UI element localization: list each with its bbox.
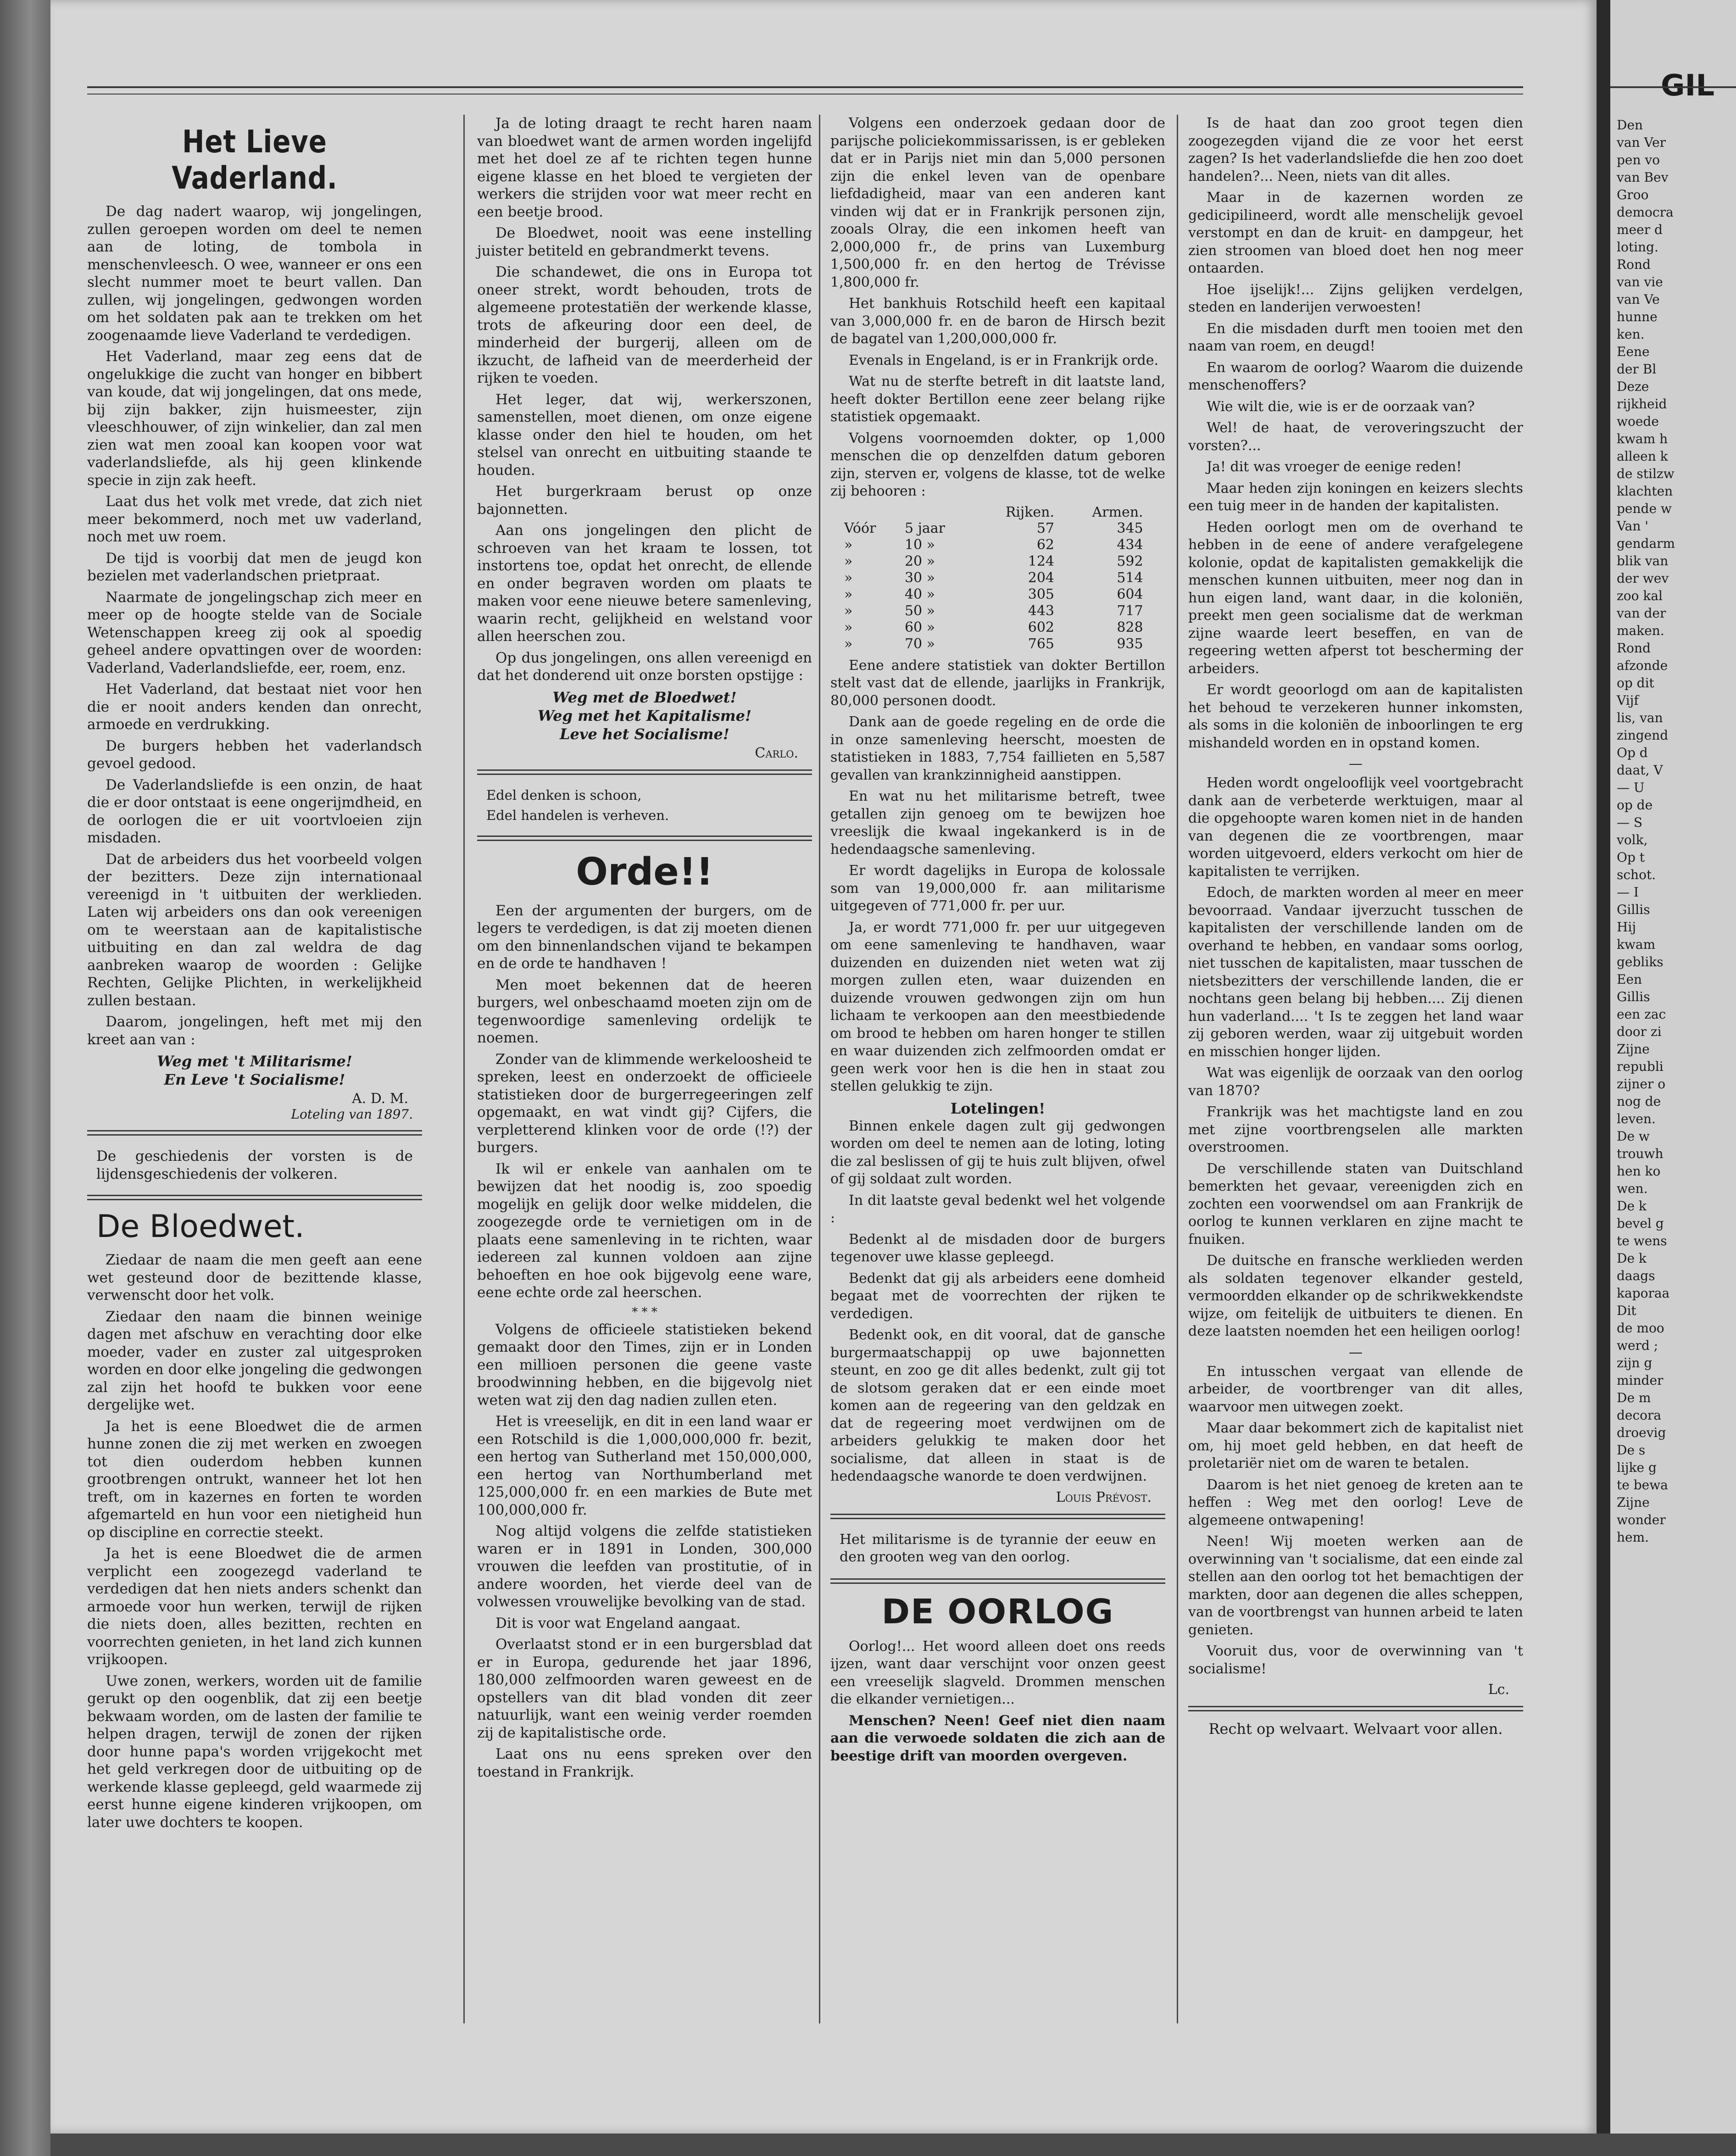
adjacent-page-line: van Ver: [1617, 135, 1666, 150]
adjacent-page-line: Op d: [1617, 745, 1648, 760]
table-cell: 62: [1036, 536, 1054, 553]
paragraph: Overlaatst stond er in een burgersblad dat er in Europa, gedurende het jaar 1896, 180,000 zelfmoorden waren geweest en de opstellers van dit blad vonden dit zeer natuurlijk, want een weinig verder roemden zij de kapitalistische orde.: [477, 1636, 812, 1741]
adjacent-page-line: Zijne: [1617, 1495, 1650, 1510]
adjacent-page-line: — S: [1617, 815, 1643, 830]
adjacent-page-line: nog de: [1617, 1094, 1661, 1109]
adjacent-page-line: — I: [1617, 885, 1639, 900]
paragraph: Daarom, jongelingen, heft met mij den kreet aan van :: [87, 1014, 422, 1048]
adjacent-page-line: Rond: [1617, 641, 1651, 656]
adjacent-page-line: der wev: [1617, 571, 1669, 586]
article-title: De Bloedwet.: [96, 1209, 305, 1245]
paragraph: Edoch, de markten worden al meer en meer bevoorraad. Vandaar ijverzucht tusschen de kapitalisten der verschillende landen om de overhand te hebben, en vandaar soms oorlog, niet tusschen de kapitalisten, maar tusschen de nietsbezitters der verschillende landen, die er nochtans geen belang bij hebben.... Zij dienen hun vaderland.... 't Is te zeggen het land waar zij geboren werden, waar zij uitgebuit worden en misschien honger lijden.: [1188, 885, 1523, 1060]
paragraph: De Bloedwet, nooit was eene instelling juister betiteld en gebrandmerkt tevens.: [477, 225, 812, 259]
table-cell: 602: [1028, 619, 1054, 635]
table-cell: »: [844, 553, 853, 569]
slogan: Leve het Socialisme!: [560, 725, 729, 743]
paragraph: Is de haat dan zoo groot tegen dien zoogezegden vijand die ze voor het eerst zagen? Is het vaderlandsliefde die hen zoo doet handelen?... Neen, niets van dit alles.: [1188, 115, 1523, 184]
adjacent-page-line: decora: [1617, 1408, 1662, 1423]
table-row: [840, 570, 1148, 586]
paragraph: Dat de arbeiders dus het voorbeeld volgen der bezitters. Deze zijn internationaal vereenigd in 't uitbuiten der werklieden. Laten wij arbeiders ons dan ook vereenigen om te weerstaan aan de kapitalistische uitbuiting en dan zal weldra de dag aanbreken waarop de woorden : Gelijke Rechten, Gelijke Plichten, in werkelijkheid zullen bestaan.: [87, 851, 422, 1009]
adjacent-page-line: woede: [1617, 414, 1659, 429]
adjacent-page-line: op dit: [1617, 675, 1654, 691]
paragraph: Ja het is eene Bloedwet die de armen verplicht een zoogezegd vaderland te verdedigen dat hen niets anders schenkt dan armoede voor hun werken, terwijl de rijken die niets doen, alles bezitten, rechten en voorrechten genieten, in het land zich kunnen vrijkoopen.: [87, 1545, 422, 1668]
table-header: Armen.: [1092, 504, 1143, 520]
column-4: [1188, 115, 1523, 1738]
table-cell: 345: [1117, 520, 1143, 536]
slogan: Weg met de Bloedwet!: [552, 688, 737, 706]
paragraph: Bedenkt al de misdaden door de burgers tegenover uwe klasse gepleegd.: [830, 1231, 1165, 1265]
column-2: [477, 115, 812, 1784]
adjacent-page-line: Rond: [1617, 257, 1651, 272]
paragraph: Een der argumenten der burgers, om de legers te verdedigen, is dat zij moeten dienen om den binnenlandschen vijand te bekampen en de orde te handhaven !: [477, 902, 812, 972]
adjacent-page-line: meer d: [1617, 222, 1663, 237]
separator: [87, 1130, 422, 1136]
paragraph: Ja het is eene Bloedwet die de armen hunne zonen die zij met werken en zwoegen tot dien ouderdom hebben kunnen grootbrengen ontrukt, wanneer het lot hen treft, om in kazernes en forten te worden afgemarteld en hun voor een nietigheid hun op discipline en correctie steekt.: [87, 1418, 422, 1541]
adjacent-page-line: werd ;: [1617, 1338, 1658, 1353]
page-gutter: [1597, 0, 1610, 2156]
paragraph: De duitsche en fransche werklieden werden als soldaten tegenover elkander gesteld, vermoordden elkander op de schrikwekkendste wijze, om feitelijk de uitbuiters te dienen. En deze laatsten noemden het een heiligen oorlog!: [1188, 1253, 1523, 1339]
table-cell: 717: [1117, 602, 1143, 619]
paragraph: Ja de loting draagt te recht haren naam van bloedwet want de armen worden ingelijfd met het doel ze af te richten tegen hunne eigene klasse en het bloed te vergieten der werkers die strijden voor wat meer recht en een beetje brood.: [477, 115, 812, 220]
adjacent-page-line: afzonde: [1617, 658, 1668, 673]
paragraph: Uwe zonen, werkers, worden uit de familie gerukt op den oogenblik, dat zij een beetje bekwaam worden, om de lasten der familie te helpen dragen, terwijl de zonen der rijken door hunne papa's worden vrijgekocht met het geld verkregen door de uitbuiting op de werkende klasse gepleegd, geld waarmede zij eerst hunne eigene kinderen vrijkoopen, om later uwe dochters te koopen.: [87, 1672, 422, 1831]
signature: Carlo.: [755, 745, 798, 761]
adjacent-page-line: ken.: [1617, 327, 1645, 342]
table-cell: 434: [1117, 536, 1143, 553]
adjacent-page-line: gendarm: [1617, 536, 1675, 551]
article-title: Orde!!: [576, 850, 713, 894]
table-row: [840, 520, 1148, 537]
paragraph: Vooruit dus, voor de overwinning van 't socialisme!: [1188, 1643, 1523, 1677]
table-row: [840, 586, 1148, 603]
adjacent-page-line: zijner o: [1617, 1076, 1666, 1092]
adjacent-page-line: republi: [1617, 1059, 1664, 1074]
adjacent-page: [1610, 0, 1736, 2134]
footer-motto: Recht op welvaart. Welvaart voor allen.: [1208, 1720, 1503, 1738]
paragraph: Aan ons jongelingen den plicht de schroeven van het kraam te lossen, tot instortens toe, opdat het onrecht, de ellende en onder begraven worden om plaats te maken voor eene nieuwe betere samenleving, waarin recht, gelijkheid en welstand voor allen heerschen zou.: [477, 522, 812, 645]
table-cell: 828: [1117, 619, 1143, 635]
table-header: [900, 504, 974, 520]
asterism-divider: * * *: [632, 1305, 657, 1319]
table-cell: 443: [1028, 602, 1054, 619]
column-rule: [1177, 115, 1178, 2023]
adjacent-page-line: leven.: [1617, 1111, 1656, 1126]
paragraph: En intusschen vergaat van ellende de arbeider, de voortbrenger van dit alles, waarvoor men uitwegen zoekt.: [1188, 1363, 1523, 1415]
paragraph: Men moet bekennen dat de heeren burgers, wel onbeschaamd moeten zijn om de tegenwoordige samenleving ordelijk te noemen.: [477, 976, 812, 1046]
table-cell: 124: [1028, 553, 1054, 569]
paragraph: Daarom is het niet genoeg de kreten aan te heffen : Weg met den oorlog! Leve de algemeene ontwapening!: [1188, 1476, 1523, 1528]
table-row: [840, 553, 1148, 570]
adjacent-page-text: [1610, 117, 1736, 1546]
paragraph: Menschen? Neen! Geef niet dien naam aan die verwoede soldaten die zich aan de beestige drift van moorden overgeven.: [830, 1712, 1165, 1764]
table-cell: »: [844, 569, 853, 586]
adjacent-page-line: Op t: [1617, 850, 1645, 865]
table-cell: 204: [1028, 569, 1054, 586]
short-divider: —: [1349, 1344, 1363, 1360]
table-header-row: [840, 504, 1148, 520]
column-3: [830, 115, 1165, 1769]
table-cell: 57: [1036, 520, 1054, 536]
paragraph: Neen! Wij moeten werken aan de overwinning van 't socialisme, dat een einde zal stellen aan den oorlog tot het bemachtigen der markten, door aan degenen die alles scheppen, van de voortbrengst van hunnen arbeid te laten genieten.: [1188, 1533, 1523, 1638]
separator: [477, 836, 812, 841]
adjacent-page-line: van Bev: [1617, 170, 1669, 185]
table-row: [840, 603, 1148, 619]
adjacent-page-line: kwam: [1617, 937, 1656, 952]
adjacent-page-line: te bewa: [1617, 1477, 1668, 1493]
article-title: Het Lieve Vaderland.: [172, 124, 338, 196]
table-row: [840, 636, 1148, 652]
separator: [830, 1578, 1165, 1584]
adjacent-page-line: Eene: [1617, 344, 1650, 359]
paragraph: Heden oorlogt men om de overhand te hebben in de eene of andere verafgelegene kolonie, opdat de kapitalisten gemakkelijk die menschen kunnen uitbuiten, meer nog dan in hun eigen land, want daar, in die koloniën, preekt men geen socialisme dat de werkman zijne waarde leert beseffen, en van de regeering wetten afperst tot bescherming der arbeiders.: [1188, 519, 1523, 677]
table-header: Rijken.: [1005, 504, 1054, 520]
paragraph: Ja! dit was vroeger de eenige reden!: [1207, 459, 1462, 475]
signature-subtitle: Loteling van 1897.: [291, 1107, 413, 1122]
adjacent-page-line: van der: [1617, 606, 1666, 621]
adjacent-page-line: Gillis: [1617, 989, 1650, 1004]
adjacent-page-line: hunne: [1617, 309, 1658, 324]
paragraph: Het Vaderland, maar zeg eens dat de ongelukkige die zucht van honger en bibbert van koude, dat wij jongelingen, dat ons mede, bij zijn bakker, zijn huismeester, zijn vleeschhouwer, of zijn winkelier, dan zal men zien wat men zooal kan koopen voor wat vaderlandsliefde, als hij geen klinkende specie in zijn zak heeft.: [87, 348, 422, 489]
paragraph: Wel! de haat, de veroveringszucht der vorsten?...: [1188, 420, 1523, 454]
signature: A. D. M.: [351, 1091, 408, 1107]
table-cell: 765: [1028, 635, 1054, 652]
paragraph: Volgens een onderzoek gedaan door de parijsche policiekommissarissen, is er gebleken dat er in Parijs niet min dan 5,000 personen zijn die enkel leven van de openbare liefdadigheid, maar van een anderen kant vinden wij dat er in Frankrijk personen zijn, zooals Olray, die een inkomen heeft van 2,000,000 fr., de prins van Luxemburg 1,500,000 fr. en den hertog de Trévisse 1,800,000 fr.: [830, 115, 1165, 290]
quote: Het militarisme is de tyrannie der eeuw en den grooten weg van den oorlog.: [840, 1531, 1156, 1565]
paragraph: Naarmate de jongelingschap zich meer en meer op de hoogte stelde van de Sociale Wetenschappen kreeg zij ook al spoedig geheel andere opvattingen over de woorden: Vaderland, Vaderlandsliefde, eer, roem, enz.: [87, 589, 422, 676]
adjacent-page-line: alleen k: [1617, 449, 1668, 464]
adjacent-page-line: pen vo: [1617, 152, 1660, 167]
paragraph: Volgens voornoemden dokter, op 1,000 menschen die op denzelfden datum geboren zijn, sterven er, volgens de klasse, tot de welke zij behooren :: [830, 430, 1165, 499]
paragraph: Er wordt dagelijks in Europa de kolossale som van 19,000,000 fr. aan militarisme uitgegeven of 771,000 fr. per uur.: [830, 863, 1165, 914]
table-cell: 30 »: [904, 569, 935, 586]
paragraph: Bedenkt dat gij als arbeiders eene domheid begaat met de voorrechten der rijken te verdedigen.: [830, 1270, 1165, 1322]
slogan: Weg met 't Militarisme!: [157, 1053, 352, 1070]
adjacent-page-line: schot.: [1617, 867, 1656, 882]
adjacent-page-line: hem.: [1617, 1530, 1649, 1545]
paragraph: Wat nu de sterfte betreft in dit laatste land, heeft dokter Bertillon eene zeer belang rijke statistiek opgemaakt.: [830, 373, 1165, 425]
subheading: Lotelingen!: [950, 1099, 1046, 1117]
adjacent-page-line: Deze: [1617, 379, 1649, 394]
adjacent-page-line: Gillis: [1617, 902, 1650, 917]
adjacent-page-line: lis, van: [1617, 710, 1663, 725]
adjacent-page-line: Dit: [1617, 1303, 1636, 1318]
adjacent-page-heading: GIL: [1661, 69, 1715, 103]
paragraph: Nog altijd volgens die zelfde statistieken waren er in 1891 in Londen, 300,000 vrouwen die leefden van prostitutie, of in andere woorden, het vierde deel van de volwessen vrouwelijke bevolking van de stad.: [477, 1523, 812, 1610]
paragraph: Oorlog!... Het woord alleen doet ons reeds ijzen, want daar verschijnt voor onzen geest een vreeselijk slagveld. Drommen menschen die elkander vernietigen...: [830, 1638, 1165, 1707]
adjacent-page-line: hen ko: [1617, 1164, 1661, 1179]
adjacent-page-line: Hij: [1617, 919, 1636, 935]
table-cell: »: [844, 619, 853, 635]
paragraph: Het Vaderland, dat bestaat niet voor hen die er nooit anders kenden dan onrecht, armoede en verdrukking.: [87, 681, 422, 733]
adjacent-page-line: bevel g: [1617, 1216, 1664, 1231]
signature: Lc.: [1488, 1682, 1509, 1698]
article-title: DE OORLOG: [881, 1592, 1114, 1632]
separator: [87, 1195, 422, 1200]
adjacent-page-line: gebliks: [1617, 954, 1664, 969]
paragraph: Binnen enkele dagen zult gij gedwongen worden om deel te nemen aan de loting, loting die zal beslissen of gij te huis zult blijven, ofwel of gij soldaat zult worden.: [830, 1118, 1165, 1187]
paragraph: Het burgerkraam berust op onze bajonnetten.: [477, 483, 812, 518]
paragraph: En waarom de oorlog? Waarom die duizende menschenoffers?: [1188, 359, 1523, 393]
paragraph: Eene andere statistiek van dokter Bertillon stelt vast dat de ellende, jaarlijks in Frankrijk, 80,000 personen doodt.: [830, 657, 1165, 709]
paragraph: En die misdaden durft men tooien met den naam van roem, en deugd!: [1188, 320, 1523, 354]
adjacent-page-line: op de: [1617, 797, 1653, 813]
slogan: Weg met het Kapitalisme!: [537, 707, 752, 724]
separator: [1188, 1706, 1523, 1711]
slogan: En Leve 't Socialisme!: [164, 1071, 345, 1088]
table-cell: »: [844, 602, 853, 619]
adjacent-page-line: Zijne: [1617, 1042, 1650, 1057]
table-cell: 604: [1117, 586, 1143, 602]
table-cell: 70 »: [904, 635, 935, 652]
paragraph: De tijd is voorbij dat men de jeugd kon bezielen met vaderlandschen prietpraat.: [87, 550, 422, 584]
paragraph: En wat nu het militarisme betreft, twee getallen zijn genoeg om te bewijzen hoe vreeslijk die kwaal ingekankerd is in de hedendaagsche samenleving.: [830, 788, 1165, 858]
table-cell: Vóór: [844, 520, 876, 536]
table-cell: 514: [1117, 569, 1143, 586]
adjacent-page-line: De s: [1617, 1443, 1646, 1458]
adjacent-page-line: Vijf: [1617, 693, 1639, 708]
adjacent-page-line: zoo kal: [1617, 588, 1663, 603]
adjacent-page-line: — U: [1617, 780, 1645, 795]
adjacent-page-line: Den: [1617, 117, 1643, 133]
paragraph: De burgers hebben het vaderlandsch gevoel gedood.: [87, 737, 422, 772]
paragraph: Maar daar bekommert zich de kapitalist niet om, hij moet geld hebben, en dat heeft de proletariër niet om de waren te betalen.: [1188, 1420, 1523, 1471]
paragraph: Ik wil er enkele van aanhalen om te bewijzen dat het noodig is, zoo spoedig mogelijk en gelijk door welke middelen, die zoogezegde orde te vernietigen om in de plaats eene samenleving in te richten, waar iedereen zal kunnen voldoen aan zijne behoeften en hoe ook bijgevolg eene ware, eene echte orde zal heerschen.: [477, 1160, 812, 1301]
adjacent-page-line: daat, V: [1617, 763, 1663, 778]
column-1: [87, 115, 422, 1835]
table-cell: 935: [1117, 635, 1143, 652]
adjacent-page-line: loting.: [1617, 240, 1658, 255]
paragraph: Ziedaar de naam die men geeft aan eene wet gesteund door de bezittende klasse, verwenscht door het volk.: [87, 1252, 422, 1304]
adjacent-page-line: De k: [1617, 1198, 1647, 1214]
paragraph: Die schandewet, die ons in Europa tot oneer strekt, wordt behouden, trots de algemeene protestatiën der werkende klasse, trots de afkeuring door een deel, de minderheid der burgerij, alleen om de ikzucht, de lafheid van de meerderheid der rijken te voeden.: [477, 264, 812, 386]
paragraph: Wie wilt die, wie is er de oorzaak van?: [1207, 398, 1475, 415]
adjacent-page-line: lijke g: [1617, 1460, 1657, 1475]
adjacent-page-line: maken.: [1617, 623, 1664, 638]
adjacent-page-line: zingend: [1617, 728, 1669, 743]
adjacent-page-line: democra: [1617, 205, 1674, 220]
adjacent-page-line: kwam h: [1617, 431, 1668, 446]
paragraph: Maar in de kazernen worden ze gedicipilineerd, wordt alle menschelijk gevoel verstompt en dan de kruit- en dampgeur, het zien stroomen van bloed doet hen nog meer ontaarden.: [1188, 189, 1523, 276]
adjacent-page-line: trouwh: [1617, 1146, 1664, 1161]
paragraph: Laat dus het volk met vrede, dat zich niet meer bekommerd, noch met uw vaderland, noch met uw roem.: [87, 493, 422, 545]
mortality-table: [840, 504, 1148, 652]
adjacent-page-line: droevig: [1617, 1425, 1666, 1440]
adjacent-page-line: Van ': [1617, 518, 1648, 534]
adjacent-page-line: pende w: [1617, 501, 1672, 516]
paragraph: In dit laatste geval bedenkt wel het volgende :: [830, 1192, 1165, 1226]
table-cell: »: [844, 536, 853, 553]
paragraph: Bedenkt ook, en dit vooral, dat de gansche burgermaatschappij op uwe bajonnetten steunt, en zoo ge dit alles bedenkt, zult gij tot de slotsom geraken dat er een einde moet komen aan de regeering van den geldzak en dat de regeering moet verdwijnen om de arbeiders gelukkig te maken door het socialisme, dat alleen in staat is de hedendaagsche wanorde te doen verdwijnen.: [830, 1327, 1165, 1484]
paragraph: Volgens de officieele statistieken bekend gemaakt door den Times, zijn er in Londen een millioen personen die geene vaste broodwinning hebben, en die bijgevolg niet weten wat zij den dag nadien zullen eten.: [477, 1321, 812, 1409]
separator: [830, 1514, 1165, 1519]
page-bottom-edge: [50, 2134, 1736, 2156]
adjacent-page-line: blik van: [1617, 553, 1669, 568]
table-cell: 5 jaar: [904, 520, 946, 536]
paragraph: Het is vreeselijk, en dit in een land waar er een Rotschild is die 1,000,000,000 fr. bezit, een hertog van Sutherland met 150,000,000, een hertog van Northumberland met 125,000,000 fr. en een markies de Bute met 100,000,000 fr.: [477, 1413, 812, 1518]
adjacent-page-line: een zac: [1617, 1007, 1666, 1022]
quote-line: Edel denken is schoon,: [486, 787, 642, 803]
book-binding: [0, 0, 50, 2156]
adjacent-page-line: wen.: [1617, 1181, 1648, 1196]
signature: Louis Prévost.: [1056, 1489, 1152, 1505]
adjacent-page-line: van vie: [1617, 274, 1663, 290]
paragraph: Er wordt geoorlogd om aan de kapitalisten het behoud te verzekeren hunner inkomsten, als soms in die koloniën de inboorlingen te erg mishandeld worden en in opstand komen.: [1188, 682, 1523, 751]
table-cell: 50 »: [904, 602, 935, 619]
paragraph: Dank aan de goede regeling en de orde die in onze samenleving heerscht, moesten de statistieken in 1883, 7,754 faillieten en 5,587 gevallen van krankzinnigheid aanstippen.: [830, 714, 1165, 783]
adjacent-page-line: rijkheid: [1617, 396, 1667, 412]
table-cell: 20 »: [904, 553, 935, 569]
table-cell: 305: [1028, 586, 1054, 602]
table-header: [840, 504, 900, 520]
adjacent-page-line: daags: [1617, 1268, 1655, 1283]
paragraph: Op dus jongelingen, ons allen vereenigd en dat het donderend uit onze borsten opstijge :: [477, 649, 812, 684]
top-rule: [87, 86, 1523, 95]
top-rule: [1610, 86, 1736, 93]
paragraph: Maar heden zijn koningen en keizers slechts een tuig meer in de handen der kapitalisten.: [1188, 480, 1523, 514]
paragraph: Laat ons nu eens spreken over den toestand in Frankrijk.: [477, 1746, 812, 1780]
adjacent-page-line: De m: [1617, 1390, 1651, 1405]
table-cell: »: [844, 586, 853, 602]
table-row: [840, 619, 1148, 636]
adjacent-page-line: van Ve: [1617, 292, 1660, 307]
adjacent-page-line: klachten: [1617, 484, 1673, 499]
adjacent-page-line: te wens: [1617, 1233, 1667, 1248]
table-cell: 60 »: [904, 619, 935, 635]
adjacent-page-line: Een: [1617, 972, 1642, 987]
paragraph: Ja, er wordt 771,000 fr. per uur uitgegeven om eene samenleving te handhaven, waar duizenden en duizenden niet weten wat zij morgen zullen eten, waar duizenden en duizende vrouwen gedwongen zijn om hun lichaam te verkoopen aan den meestbiedende om brood te hebben om haren honger te stillen en waar duizenden zich zelfmoorden omdat er geen werk voor hen is die hen in staat zou stellen gelukkig te zijn.: [830, 919, 1165, 1094]
adjacent-page-line: minder: [1617, 1373, 1664, 1388]
table-row: [840, 537, 1148, 553]
paragraph: Zonder van de klimmende werkeloosheid te spreken, leest en onderzoekt de officieele statistieken door de burgerregeeringen zelf opgemaakt, en wat vindt gij? Cijfers, die verpletterend klinken voor de orde (!?) der burgers.: [477, 1051, 812, 1156]
paragraph: Ziedaar den naam die binnen weinige dagen met afschuw en verachting door elke moeder, vader en zuster zal uitgesproken worden en door elke jongeling die gedwongen zal zijn het hoofd te bukken voor eene dergelijke wet.: [87, 1308, 422, 1413]
column-rule: [819, 115, 820, 2023]
adjacent-page-line: de moo: [1617, 1320, 1664, 1336]
paragraph: Frankrijk was het machtigste land en zou met zijne voortbrengselen alle markten overstroomen.: [1188, 1104, 1523, 1155]
paragraph: Hoe ijselijk!... Zijns gelijken verdelgen, steden en landerijen verwoesten!: [1188, 281, 1523, 315]
adjacent-page-line: der Bl: [1617, 362, 1657, 377]
adjacent-page-line: wonder: [1617, 1512, 1666, 1527]
adjacent-page-line: De w: [1617, 1129, 1650, 1144]
paragraph: Het leger, dat wij, werkerszonen, samenstellen, moet dienen, om onze eigene klasse onder den hiel te houden, om het stelsel van onrecht en uitbuiting staande te houden.: [477, 391, 812, 479]
paragraph: De dag nadert waarop, wij jongelingen, zullen geroepen worden om deel te nemen aan de loting, de tombola in menschenvleesch. O wee, wanneer er ons een slecht nummer moet te beurt vallen. Dan zullen, wij jongelingen, gedwongen worden om het soldaten pak aan te trekken om het zoogenaamde lieve Vaderland te verdedigen.: [87, 203, 422, 344]
adjacent-page-line: door zi: [1617, 1024, 1662, 1039]
adjacent-page-line: De k: [1617, 1251, 1647, 1266]
table-cell: »: [844, 635, 853, 652]
paragraph: De verschillende staten van Duitschland bemerkten het gevaar, vereenigden zich en zochten een voorwendsel om aan Frankrijk de oorlog te kunnen verklaren en zijne macht te fnuiken.: [1188, 1160, 1523, 1248]
adjacent-page-line: de stilzw: [1617, 466, 1675, 481]
quote: De geschiedenis der vorsten is de lijdensgeschiedenis der volkeren.: [96, 1148, 413, 1182]
paragraph: Heden wordt ongelooflijk veel voortgebracht dank aan de verbeterde werktuigen, maar al die opgehoopte waren komen niet in de handen van degenen die ze voortbrengen, maar worden uitgevoerd, elders verkocht om hier de kapitalisten te verrijken.: [1188, 775, 1523, 880]
paragraph: Evenals in Engeland, is er in Frankrijk orde.: [849, 352, 1159, 368]
adjacent-page-line: zijn g: [1617, 1355, 1653, 1370]
column-rule: [463, 115, 465, 2023]
table-cell: 40 »: [904, 586, 935, 602]
short-divider: —: [1349, 756, 1363, 772]
quote-line: Edel handelen is verheven.: [486, 807, 669, 823]
adjacent-page-line: kaporaa: [1617, 1286, 1670, 1301]
adjacent-page-line: volk,: [1617, 832, 1648, 847]
adjacent-page-line: Groo: [1617, 187, 1649, 202]
paragraph: Wat was eigenlijk de oorzaak van den oorlog van 1870?: [1188, 1065, 1523, 1099]
separator: [477, 769, 812, 775]
table-cell: 10 »: [904, 536, 935, 553]
table-cell: 592: [1117, 553, 1143, 569]
paragraph: Het bankhuis Rotschild heeft een kapitaal van 3,000,000 fr. en de baron de Hirsch bezit de bagatel van 1,200,000,000 fr.: [830, 295, 1165, 347]
paragraph: De Vaderlandsliefde is een onzin, de haat die er door ontstaat is eene ongerijmdheid, en de oorlogen die er uit voortvloeien zijn misdaden.: [87, 776, 422, 846]
paragraph: Dit is voor wat Engeland aangaat.: [495, 1615, 741, 1632]
